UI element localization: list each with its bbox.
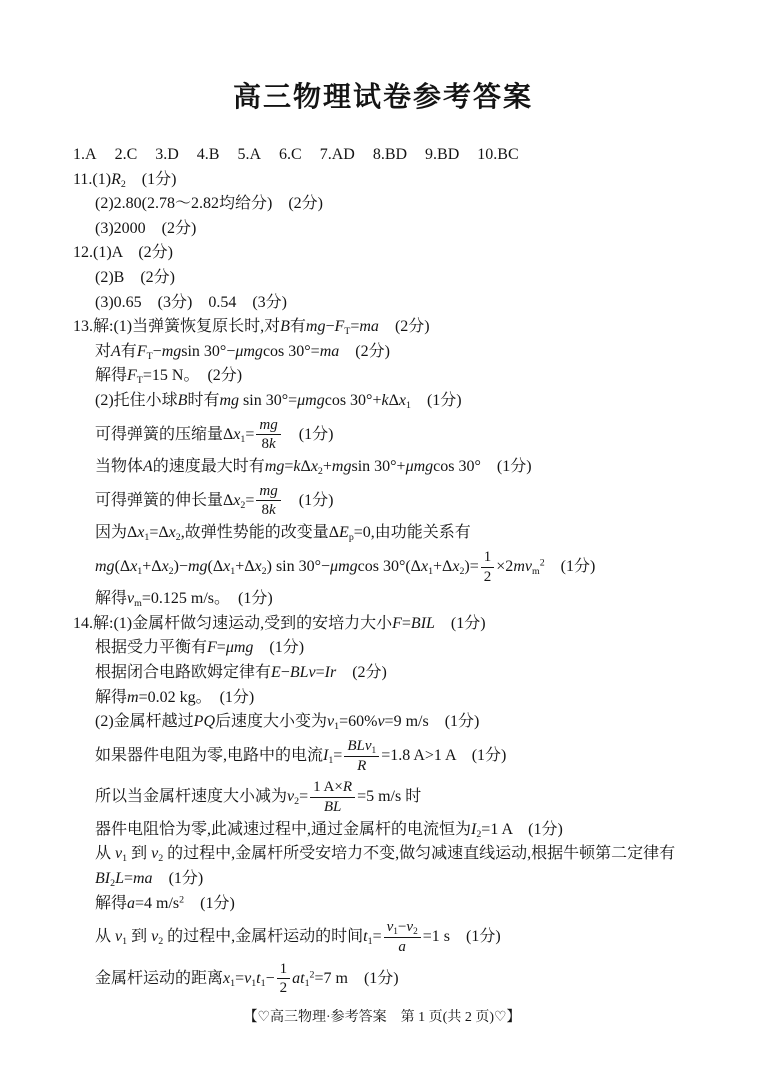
text-run: = xyxy=(284,458,294,476)
text-run: =1 s (1分) xyxy=(422,928,501,946)
text-run: 可得弹簧的伸长量Δ xyxy=(95,491,234,509)
text-run: =1.8 A>1 A (1分) xyxy=(381,746,507,764)
subscript: 2 xyxy=(476,828,482,840)
text-run: cos 30°+ xyxy=(324,391,382,409)
text-run: 对 xyxy=(95,342,112,360)
fraction xyxy=(277,961,291,998)
text-run: 到 xyxy=(127,928,152,946)
subscript: 2 xyxy=(120,178,126,190)
math-variable: mg xyxy=(331,458,352,476)
math-variable: BIL xyxy=(410,614,435,632)
text-run: sin 30°− xyxy=(181,342,236,360)
math-variable: t xyxy=(256,969,261,987)
math-variable: E xyxy=(339,524,349,542)
subscript: 2 xyxy=(317,466,323,477)
math-variable: v xyxy=(406,919,414,936)
text-run: 从 xyxy=(95,928,116,946)
math-variable: BLv xyxy=(347,737,372,754)
math-variable: k xyxy=(269,436,276,453)
fraction-denominator xyxy=(256,435,280,453)
text-run: 后速度大小变为 xyxy=(215,713,328,731)
subscript: 1 xyxy=(122,936,128,948)
text-run: 根据闭合电路欧姆定律有 xyxy=(95,664,272,681)
subscript: 2 xyxy=(175,532,181,544)
math-variable: mg xyxy=(259,416,278,433)
math-variable: x xyxy=(233,491,241,509)
subscript: 1 xyxy=(405,399,411,411)
text-run: (1分) xyxy=(434,614,486,632)
text-run: +Δ xyxy=(235,557,255,575)
math-variable: x xyxy=(254,557,262,575)
fraction-numerator xyxy=(384,919,421,938)
choice-answer: 7.AD xyxy=(319,146,355,163)
text-run: 到 xyxy=(127,845,152,863)
subscript: T xyxy=(344,326,351,338)
text-run: 1 xyxy=(483,548,492,565)
fraction-denominator xyxy=(310,798,355,816)
math-variable: ma xyxy=(133,869,153,887)
math-variable: BL xyxy=(323,799,342,816)
answer-line xyxy=(73,217,753,242)
answer-line xyxy=(73,364,753,389)
text-run: 8 xyxy=(261,436,269,453)
text-run: 有 xyxy=(120,342,137,360)
answer-line xyxy=(73,612,753,637)
text-run: =60% xyxy=(339,713,378,731)
question-number: 13. xyxy=(73,318,93,336)
text-run: =15 N。 (2分) xyxy=(142,367,243,385)
math-variable: at xyxy=(292,969,305,987)
math-variable: x xyxy=(137,524,145,542)
fraction-denominator xyxy=(344,757,379,775)
text-run: =9 m/s (1分) xyxy=(384,713,480,731)
answer-line xyxy=(73,686,753,711)
text-run: (1) xyxy=(92,170,112,188)
subscript: 2 xyxy=(158,936,164,948)
answer-line xyxy=(73,455,753,480)
superscript: 2 xyxy=(309,969,315,981)
math-variable: F xyxy=(207,639,217,657)
text-run: +Δ xyxy=(433,557,453,575)
text-run: 从 xyxy=(95,845,116,863)
text-run: (2分) xyxy=(339,342,390,360)
math-variable: I xyxy=(471,820,477,838)
text-run: =0,由功能关系有 xyxy=(353,524,471,542)
text-run: =1 A (1分) xyxy=(481,820,563,838)
math-variable: x xyxy=(420,557,429,575)
question-block xyxy=(73,241,753,315)
subscript: 1 xyxy=(240,433,246,445)
text-run: (1分) xyxy=(184,894,235,912)
text-run: = xyxy=(299,788,309,806)
answer-line xyxy=(73,340,753,365)
math-variable: v xyxy=(386,919,394,936)
math-variable: mg xyxy=(259,482,278,499)
text-run: sin 30°= xyxy=(239,391,298,409)
text-run: = xyxy=(123,869,133,887)
answer-line xyxy=(73,636,753,661)
math-variable: F xyxy=(136,342,147,360)
subscript: 1 xyxy=(230,977,236,989)
fraction-numerator xyxy=(481,549,495,568)
text-run: 1 A× xyxy=(313,779,343,796)
fraction-denominator xyxy=(256,501,280,519)
superscript: 2 xyxy=(179,894,185,906)
math-variable: μmg xyxy=(297,391,325,409)
math-variable: μmg xyxy=(330,557,358,575)
text-run: +Δ xyxy=(142,557,162,575)
subscript: 1 xyxy=(230,565,236,577)
answer-body xyxy=(73,143,753,999)
math-variable: v xyxy=(327,713,335,731)
subscript: 2 xyxy=(261,565,267,577)
fraction-denominator xyxy=(481,568,495,586)
math-variable: x xyxy=(223,969,231,987)
text-run: cos 30° (1分) xyxy=(433,458,532,476)
math-variable: x xyxy=(223,557,231,575)
math-variable: x xyxy=(161,557,169,575)
subscript: 1 xyxy=(393,926,398,937)
subscript: T xyxy=(136,375,143,387)
answer-line xyxy=(73,776,753,818)
math-variable: F xyxy=(392,614,402,632)
choice-answer: 4.B xyxy=(196,146,220,163)
math-variable: x xyxy=(233,425,241,443)
text-run: 2 xyxy=(279,980,288,997)
subscript: 2 xyxy=(294,796,300,808)
choice-answer: 2.C xyxy=(114,146,138,163)
subscript: 2 xyxy=(110,877,116,889)
math-variable: mv xyxy=(513,557,532,575)
text-run: (2)2.80(2.78～2.82均给分) (2分) xyxy=(95,195,323,213)
math-variable: Ir xyxy=(324,664,337,681)
answer-line xyxy=(73,842,753,867)
math-variable: A xyxy=(143,458,153,476)
math-variable: mg xyxy=(305,318,326,336)
subscript: T xyxy=(146,350,153,362)
math-variable: B xyxy=(280,318,290,336)
choice-answer: 8.BD xyxy=(372,146,408,163)
fraction xyxy=(344,738,379,775)
math-variable: x xyxy=(130,557,138,575)
subscript: 2 xyxy=(413,926,418,937)
text-run: 解得 xyxy=(95,894,128,912)
math-variable: v xyxy=(287,788,295,806)
text-run: 8 xyxy=(261,502,269,519)
text-run: = xyxy=(401,614,411,632)
question-block xyxy=(73,168,753,242)
math-variable: mg xyxy=(161,342,182,360)
math-variable: A xyxy=(111,342,121,360)
subscript: 2 xyxy=(459,565,465,577)
subscript: 1 xyxy=(137,565,143,577)
text-run: (1)A (2分) xyxy=(93,244,173,262)
math-variable: v xyxy=(127,590,135,608)
page-title: 高三物理试卷参考答案 xyxy=(232,82,533,113)
answer-line xyxy=(73,916,753,958)
text-run: = xyxy=(216,639,226,657)
math-variable: BI xyxy=(95,869,111,887)
math-variable: x xyxy=(168,524,176,542)
answer-line xyxy=(73,867,753,892)
fraction xyxy=(256,483,280,520)
text-run: = xyxy=(245,491,255,509)
text-run: 2 xyxy=(483,568,492,585)
fraction-numerator xyxy=(310,779,355,798)
math-variable: k xyxy=(269,502,276,519)
text-run: = xyxy=(350,318,360,336)
choice-answer: 6.C xyxy=(279,146,302,163)
answer-line xyxy=(73,414,753,456)
fraction-denominator xyxy=(277,979,291,997)
subscript: 1 xyxy=(367,936,373,948)
answer-line xyxy=(73,315,753,340)
answer-line xyxy=(73,291,753,316)
text-run: (1分) xyxy=(282,425,334,443)
text-run: = xyxy=(235,969,245,987)
text-run: = xyxy=(333,746,343,764)
answer-line xyxy=(73,546,753,588)
fraction-denominator xyxy=(384,938,421,956)
text-run: 解得 xyxy=(95,367,128,385)
text-run: cos 30°= xyxy=(262,342,320,360)
question-number: 14. xyxy=(73,614,93,632)
question-block xyxy=(73,612,753,999)
math-variable: I xyxy=(323,746,329,764)
subscript: 2 xyxy=(240,499,246,511)
subscript: 1 xyxy=(304,977,310,989)
answer-line xyxy=(73,735,753,777)
text-run: 解得 xyxy=(95,590,128,608)
answer-line xyxy=(73,480,753,522)
subscript: 2 xyxy=(158,853,164,865)
choice-answer: 1.A xyxy=(73,146,97,163)
math-variable: m xyxy=(127,688,139,706)
math-variable: ma xyxy=(319,342,340,360)
text-run: − xyxy=(325,318,335,336)
text-run: Δ xyxy=(300,458,311,476)
text-run: (Δ xyxy=(207,557,224,575)
math-variable: v xyxy=(151,928,159,946)
text-run: 解:(1)当弹簧恢复原长时,对 xyxy=(93,318,281,336)
answer-line xyxy=(73,192,753,217)
subscript: p xyxy=(348,532,354,544)
question-number: 11. xyxy=(73,170,93,188)
subscript: 1 xyxy=(144,532,150,544)
choice-answer: 9.BD xyxy=(425,146,460,163)
text-run: (2分) xyxy=(378,318,430,336)
answer-line xyxy=(73,892,753,917)
answer-line xyxy=(73,168,753,193)
math-variable: v xyxy=(115,845,123,863)
math-variable: v xyxy=(115,928,123,946)
answer-line xyxy=(73,389,753,414)
math-variable: F xyxy=(334,318,345,336)
text-run: 因为Δ xyxy=(95,524,138,542)
subscript: 1 xyxy=(334,721,340,733)
text-run: 当物体 xyxy=(95,458,144,476)
subscript: m xyxy=(134,598,142,610)
subscript: 1 xyxy=(428,565,434,577)
text-run: + xyxy=(322,458,332,476)
subscript: 1 xyxy=(251,977,257,989)
text-run: (2)金属杆越过 xyxy=(95,713,194,731)
text-run: =0.02 kg。 (1分) xyxy=(138,688,255,706)
math-variable: μmg xyxy=(235,342,263,360)
text-run: ) sin 30°− xyxy=(266,557,331,575)
question-block xyxy=(73,315,753,612)
answer-line xyxy=(73,241,753,266)
math-variable: F xyxy=(127,367,137,385)
answer-line xyxy=(73,710,753,735)
page-footer: 【♡高三物理·参考答案 第 1 页(共 2 页)♡】 xyxy=(243,1010,521,1025)
text-run: (2)B (2分) xyxy=(95,268,175,286)
math-variable: BLv xyxy=(289,664,316,681)
fraction-numerator xyxy=(344,738,379,757)
subscript: 2 xyxy=(168,565,174,577)
text-run: cos 30°(Δ xyxy=(357,557,421,575)
math-variable: E xyxy=(271,664,281,681)
math-variable: k xyxy=(293,458,301,476)
text-run: 时有 xyxy=(187,391,220,409)
question-number: 12. xyxy=(73,244,93,262)
math-variable: μmg xyxy=(225,639,254,657)
text-run: − xyxy=(397,919,407,936)
math-variable: mg xyxy=(219,391,240,409)
math-variable: R xyxy=(111,170,121,188)
text-run: 1 xyxy=(279,960,288,977)
math-variable: ma xyxy=(359,318,379,336)
text-run: (3)2000 (2分) xyxy=(95,219,197,237)
subscript: m xyxy=(531,565,540,577)
math-variable: k xyxy=(381,391,389,409)
math-variable: L xyxy=(115,869,124,887)
answer-line xyxy=(73,661,753,686)
choice-answer: 5.A xyxy=(237,146,262,163)
math-variable: μmg xyxy=(405,458,434,476)
text-run: sin 30°+ xyxy=(351,458,406,476)
math-variable: v xyxy=(244,969,252,987)
choice-answer: 3.D xyxy=(155,146,179,163)
math-variable: x xyxy=(310,458,318,476)
answer-line xyxy=(73,587,753,612)
text-run: 解得 xyxy=(95,688,128,706)
text-run: (Δ xyxy=(114,557,131,575)
text-run: 金属杆运动的距离 xyxy=(95,969,224,987)
text-run: 器件电阻恰为零,此减速过程中,通过金属杆的电流恒为 xyxy=(95,820,472,838)
choice-answers-line xyxy=(73,143,753,168)
text-run: =Δ xyxy=(149,524,169,542)
math-variable: R xyxy=(342,779,353,796)
text-run: = xyxy=(372,928,382,946)
text-run: =5 m/s 时 xyxy=(357,788,422,806)
text-run: = xyxy=(245,425,255,443)
text-run: )− xyxy=(173,557,188,575)
subscript: 1 xyxy=(122,853,128,865)
subscript: 1 xyxy=(260,977,266,989)
choice-answer: 10.BC xyxy=(477,146,519,163)
fraction xyxy=(481,549,495,586)
math-variable: a xyxy=(398,938,406,955)
text-run: ,故弹性势能的改变量Δ xyxy=(180,524,340,542)
math-variable: mg xyxy=(95,557,115,575)
text-run: 有 xyxy=(289,318,306,336)
text-run: =4 m/s xyxy=(135,894,180,912)
text-run: (1分) xyxy=(282,491,334,509)
text-run: 的过程中,金属杆所受安培力不变,做匀减速直线运动,根据牛顿第二定律有 xyxy=(163,845,676,863)
text-run: 的速度最大时有 xyxy=(152,458,265,476)
math-variable: a xyxy=(127,894,136,912)
text-run: − xyxy=(280,664,290,681)
text-run: (1分) xyxy=(544,557,596,575)
text-run: (1分) xyxy=(253,639,305,657)
subscript: 1 xyxy=(371,745,377,756)
math-variable: x xyxy=(398,391,406,409)
math-variable: t xyxy=(363,928,368,946)
math-variable: PQ xyxy=(193,713,215,731)
text-run: (1分) xyxy=(152,869,204,887)
text-run: 所以当金属杆速度大小减为 xyxy=(95,788,288,806)
fraction-numerator xyxy=(256,417,280,436)
answer-line xyxy=(73,958,753,1000)
text-run: − xyxy=(265,969,275,987)
fraction xyxy=(310,779,355,816)
text-run: − xyxy=(152,342,162,360)
math-variable: mg xyxy=(264,458,285,476)
text-run: 可得弹簧的压缩量Δ xyxy=(95,425,234,443)
text-run: )= xyxy=(464,557,479,575)
math-variable: v xyxy=(151,845,159,863)
text-run: ×2 xyxy=(496,557,514,575)
math-variable: v xyxy=(377,713,385,731)
subscript: 1 xyxy=(328,754,334,766)
fraction xyxy=(256,417,280,454)
text-run: 的过程中,金属杆运动的时间 xyxy=(163,928,364,946)
fraction-numerator xyxy=(277,961,291,980)
text-run: (2分) xyxy=(336,664,387,681)
text-run: 根据受力平衡有 xyxy=(95,639,208,657)
text-run: (1分) xyxy=(125,170,177,188)
math-variable: mg xyxy=(187,557,208,575)
math-variable: x xyxy=(452,557,460,575)
text-run: Δ xyxy=(388,391,399,409)
text-run: =7 m (1分) xyxy=(314,969,399,987)
math-variable: R xyxy=(357,757,367,774)
text-run: (2)托住小球 xyxy=(95,391,178,409)
text-run: 解:(1)金属杆做匀速运动,受到的安培力大小 xyxy=(93,614,393,632)
superscript: 2 xyxy=(539,557,545,569)
text-run: =0.125 m/s。 (1分) xyxy=(141,590,273,608)
text-run: (3)0.65 (3分) 0.54 (3分) xyxy=(95,293,287,311)
text-run: 如果器件电阻为零,电路中的电流 xyxy=(95,746,324,764)
answer-line xyxy=(73,818,753,843)
text-run: (1分) xyxy=(410,391,462,409)
text-run: = xyxy=(315,664,325,681)
math-variable: B xyxy=(177,391,188,409)
fraction xyxy=(384,919,421,956)
fraction-numerator xyxy=(256,483,280,502)
answer-line xyxy=(73,266,753,291)
answer-line xyxy=(73,521,753,546)
